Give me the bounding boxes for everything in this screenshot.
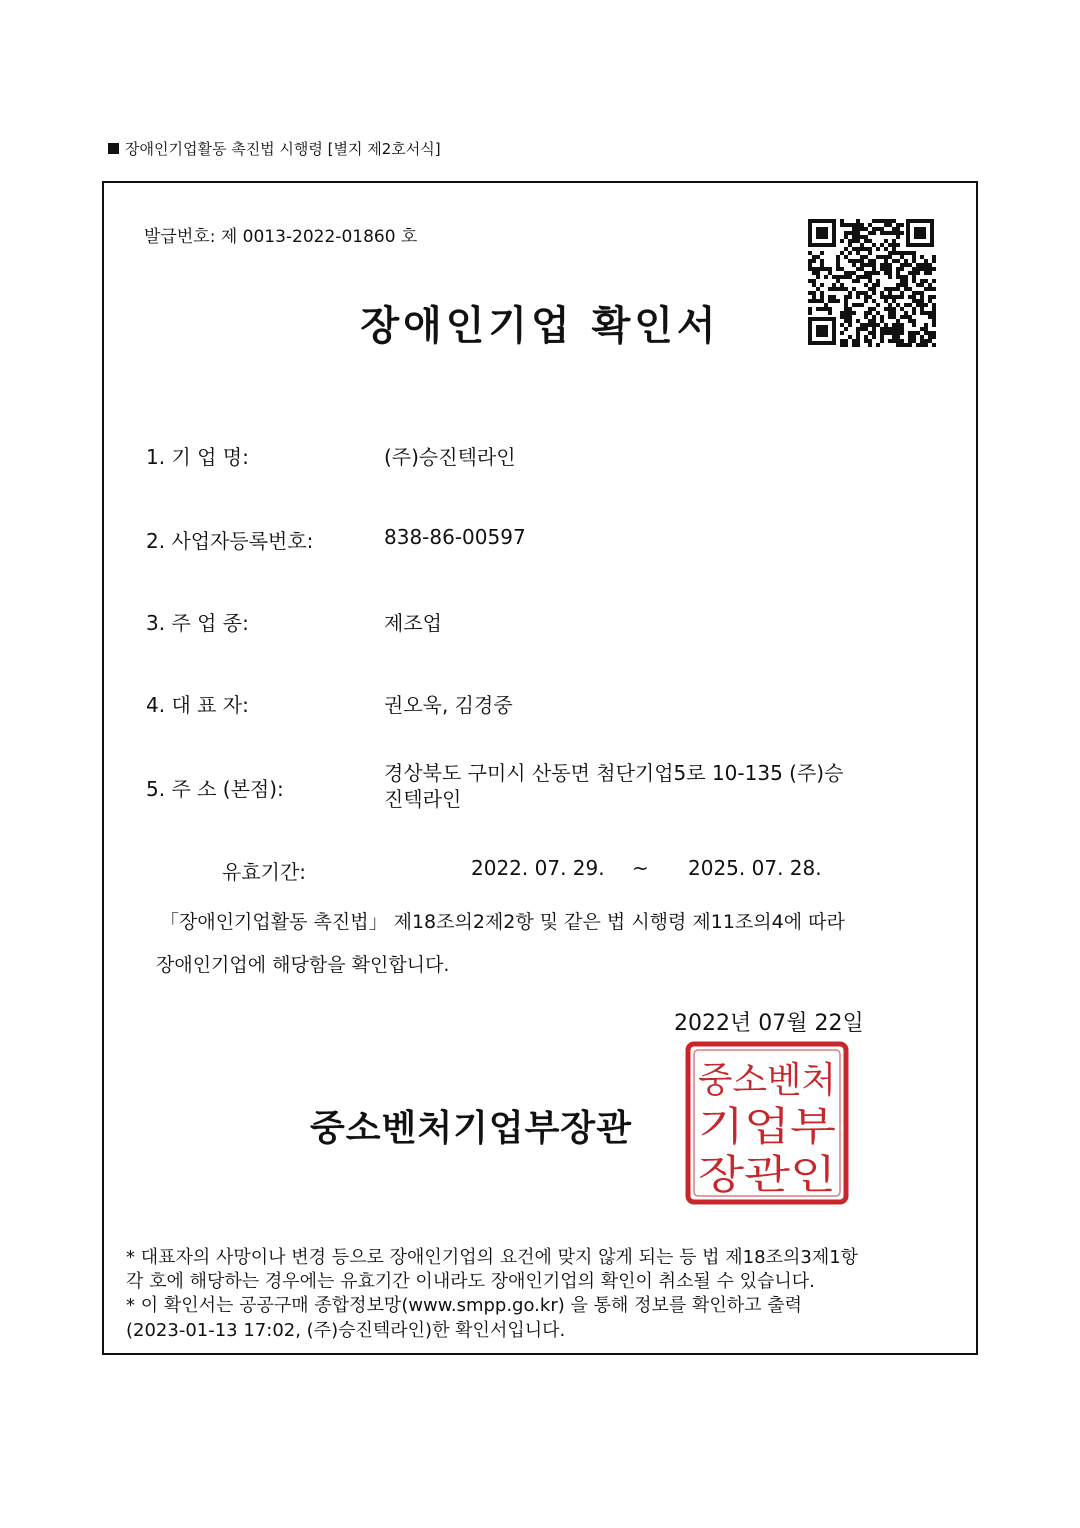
svg-text:장관인: 장관인 <box>698 1152 836 1198</box>
note-line-1: * 대표자의 사망이나 변경 등으로 장애인기업의 요건에 맞지 않게 되는 등 법 제18조의3제1항 <box>126 1247 859 1268</box>
note-line-3: * 이 확인서는 공공구매 종합정보망(www.smpp.go.kr) 을 통해 정보를 확인하고 출력 <box>126 1295 803 1316</box>
field-label-business-number: 2. 사업자등록번호: <box>146 529 314 553</box>
address-line-2: 진텍라인 <box>384 787 462 811</box>
svg-text:중소벤처: 중소벤처 <box>698 1060 836 1101</box>
address-line-1: 경상북도 구미시 산동면 첨단기업5로 10-135 (주)승 <box>384 761 844 785</box>
field-label-representative: 4. 대 표 자: <box>146 693 249 717</box>
field-value-business-number: 838-86-00597 <box>384 525 526 549</box>
svg-text:기업부: 기업부 <box>698 1104 836 1150</box>
issue-date: 2022년 07월 22일 <box>674 1011 864 1036</box>
field-value-company-name: (주)승진텍라인 <box>384 445 516 469</box>
issue-number: 발급번호: 제 0013-2022-01860 호 <box>144 227 418 247</box>
field-value-address <box>384 760 924 812</box>
validity-label: 유효기간: <box>222 860 307 884</box>
square-bullet-icon <box>108 143 119 154</box>
note-line-2: 각 호에 해당하는 경우에는 유효기간 이내라도 장애인기업의 확인이 취소될 수 있습니다. <box>126 1271 815 1292</box>
issuer-name: 중소벤처기업부장관 <box>310 1108 632 1149</box>
field-value-representative: 권오욱, 김경중 <box>384 693 513 717</box>
form-caption-text: 장애인기업활동 촉진법 시행령 [별지 제2호서식] <box>125 140 441 158</box>
field-label-industry: 3. 주 업 종: <box>146 611 249 635</box>
document-title: 장애인기업 확인서 <box>360 303 720 349</box>
validity-to: 2025. 07. 28. <box>688 856 822 880</box>
field-label-address: 5. 주 소 (본점): <box>146 777 284 801</box>
validity-from: 2022. 07. 29. <box>471 856 605 880</box>
confirmation-text-line-1: 「장애인기업활동 촉진법」 제18조의2제2항 및 같은 법 시행령 제11조의4에 따라 <box>160 911 845 933</box>
field-label-company-name: 1. 기 업 명: <box>146 445 249 469</box>
form-caption <box>108 138 441 159</box>
official-seal <box>684 1040 850 1206</box>
confirmation-text-line-2: 장애인기업에 해당함을 확인합니다. <box>156 954 450 976</box>
note-line-4: (2023-01-13 17:02, (주)승진텍라인)한 확인서입니다. <box>126 1320 566 1341</box>
field-value-industry: 제조업 <box>384 611 442 635</box>
validity-separator: ~ <box>632 856 649 880</box>
